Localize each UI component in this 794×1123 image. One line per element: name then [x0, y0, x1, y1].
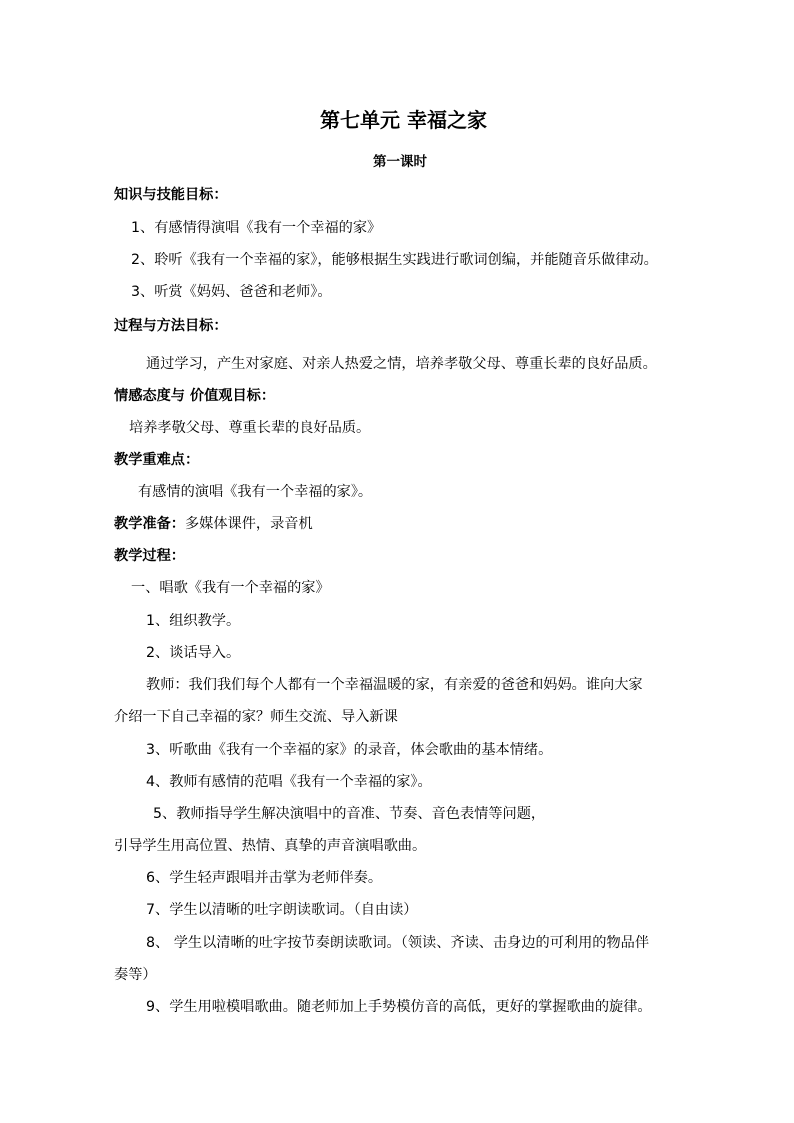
knowledge-item-2: 2、聆听《我有一个幸福的家》，能够根据生实践进行歌词创编，并能随音乐做律动。 [131, 252, 658, 268]
prep-line [114, 514, 313, 534]
key-heading: 教学重难点： [114, 452, 200, 468]
page-subtitle: 第一课时 [373, 154, 427, 170]
step-2: 2、谈话导入。 [146, 645, 241, 661]
emotion-heading: 情感态度与 价值观目标： [114, 388, 276, 404]
step-9: 9、学生用啦模唱歌曲。随老师加上手势模仿音的高低，更好的掌握歌曲的旋律。 [146, 999, 652, 1015]
step-8-a: 8、 学生以清晰的吐字按节奏朗读歌词。（领读、齐读、击身边的可利用的物品伴 [146, 935, 650, 951]
step-7: 7、学生以清晰的吐字朗读歌词。（自由读） [146, 902, 418, 918]
knowledge-heading: 知识与技能目标： [114, 187, 228, 203]
step-2-detail-b: 介绍一下自己幸福的家？师生交流、导入新课 [114, 709, 398, 725]
step-8-b: 奏等） [114, 967, 157, 983]
step-3: 3、听歌曲《我有一个幸福的家》的录音，体会歌曲的基本情绪。 [146, 742, 553, 758]
knowledge-item-3: 3、听赏《妈妈、爸爸和老师》。 [131, 284, 332, 300]
step-2-detail-a: 教师：我们我们每个人都有一个幸福温暖的家，有亲爱的爸爸和妈妈。谁向大家 [146, 677, 643, 693]
key-text: 有感情的演唱《我有一个幸福的家》。 [138, 484, 373, 500]
emotion-text: 培养孝敬父母、尊重长辈的良好品质。 [129, 420, 371, 436]
step-4: 4、教师有感情的范唱《我有一个幸福的家》。 [146, 774, 432, 790]
step-5-a: 5、教师指导学生解决演唱中的音准、节奏、音色表情等问题， [153, 806, 546, 822]
page-title: 第七单元 幸福之家 [320, 108, 487, 132]
procedure-part: 一、唱歌《我有一个幸福的家》 [131, 580, 330, 596]
step-6: 6、学生轻声跟唱并击掌为老师伴奏。 [146, 870, 383, 886]
procedure-heading: 教学过程： [114, 548, 185, 564]
process-text: 通过学习，产生对家庭、对亲人热爱之情，培养孝敬父母、尊重长辈的良好品质。 [146, 356, 657, 372]
step-1: 1、组织教学。 [146, 613, 241, 629]
knowledge-item-1: 1、有感情得演唱《我有一个幸福的家》 [131, 220, 382, 236]
step-5-b: 引导学生用高位置、热情、真挚的声音演唱歌曲。 [114, 838, 427, 854]
prep-heading: 教学准备： [114, 516, 185, 532]
prep-text: 多媒体课件，录音机 [184, 516, 313, 532]
process-heading: 过程与方法目标： [114, 318, 228, 334]
